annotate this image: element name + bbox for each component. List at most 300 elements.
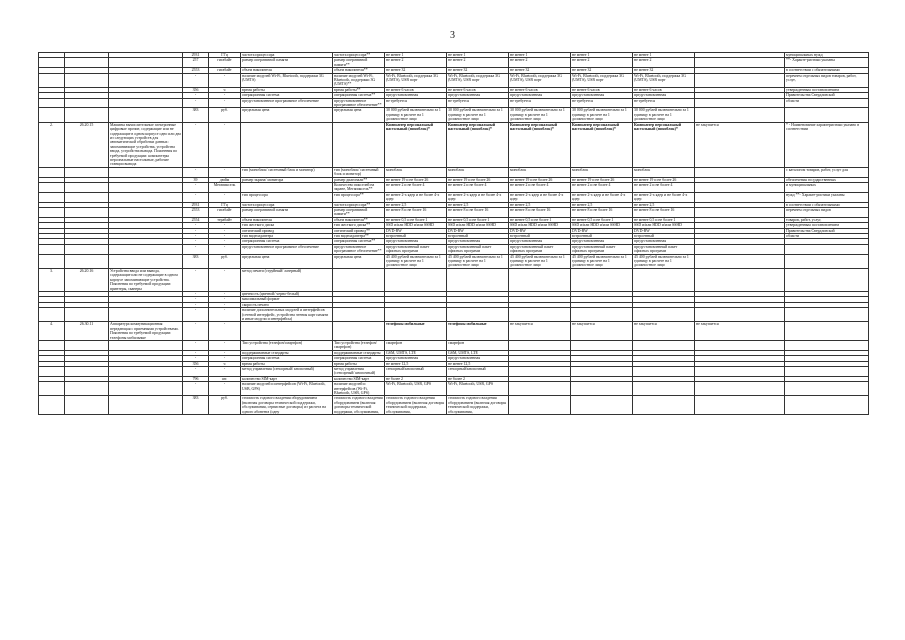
cell-value-group-3: не менее 32 (509, 68, 571, 73)
cell-note: товаров, работ, услуг, (785, 217, 869, 222)
cell-okei-code: 356 (183, 361, 209, 366)
cell-note: утвержденным постановлением (785, 87, 869, 92)
cell-characteristic: время работы (241, 361, 333, 366)
cell-value-group-1: стоимость годового владения оборудованием (включая договоры технической поддержки, обслуживания, (385, 396, 447, 415)
cell-number: 4. (39, 322, 65, 341)
cell-value-group-5: 30 000 рублей включительно за 1 единицу в расчете на 1 должностное лицо (633, 108, 695, 122)
cell-justification (695, 244, 785, 254)
cell-value-group-2: не менее 1 (447, 53, 509, 58)
cell-note (785, 396, 869, 415)
cell-characteristic: метод печати (струйный/ лазерный) (241, 268, 333, 291)
cell-value-group-5: SSD и/или HDD и/или SSHD (633, 223, 695, 228)
cell-justification (695, 73, 785, 87)
cell-value-group-5: Wi-Fi, Bluetooth, поддержка 3G (UMTS), USB порт (633, 73, 695, 87)
table-row (39, 308, 869, 322)
cell-okei-code: 2931 (183, 202, 209, 207)
cell-value-group-2 (447, 268, 509, 291)
cell-normative-characteristic: Количество пикселей на экране, Мегапиксель** (333, 182, 385, 192)
cell-value-group-1: не менее 6 часов (385, 87, 447, 92)
cell-okpd2-code (65, 182, 109, 192)
cell-okpd2-code (65, 244, 109, 254)
cell-okei-code: - (183, 268, 209, 291)
cell-unit: Мегапиксель (209, 182, 241, 192)
cell-justification: не закупается (695, 322, 785, 341)
cell-value-group-1: смартфон (385, 340, 447, 350)
cell-note: и муниципальных (785, 182, 869, 192)
cell-characteristic: наличие модулей и интерфейсов (Wi-Fi, Bluetooth, USB, GPS) (241, 382, 333, 396)
cell-value-group-2: GSM, UMTS, LTE (447, 350, 509, 355)
cell-normative-characteristic: частота процессора** (333, 202, 385, 207)
cell-value-group-2: предустановленный пакет офисных программ (447, 244, 509, 254)
table-row (39, 122, 869, 167)
cell-characteristic: тип видеоадаптера (241, 234, 333, 239)
cell-value-group-2: 45 400 рублей включительно за 1 единицу в расчете на 1 должностное лицо (447, 254, 509, 268)
cell-value-group-3: DVD-RW (509, 228, 571, 233)
table-row (39, 58, 869, 68)
cell-value-group-4: не менее 2 и не более 4 (571, 182, 633, 192)
cell-note (785, 322, 869, 341)
cell-value-group-2: стоимость годового владения оборудованием (включая договоры технической поддержки, обслуживания, (447, 396, 509, 415)
table-row (39, 268, 869, 291)
cell-value-group-5: не менее 19 и не более 26 (633, 177, 695, 182)
cell-item-name (109, 167, 183, 177)
cell-unit: - (209, 122, 241, 167)
cell-unit: гигабайт (209, 208, 241, 218)
cell-characteristic: размер оперативной памяти (241, 208, 333, 218)
cell-note: **- Характе-ристики указаны (785, 58, 869, 68)
cell-item-name: Устройства ввода или вывода, содержащие или не содержащие в одном корпусе запоминающие устройства. Пояснения по требуемой продукции: принтеры, сканеры (109, 268, 183, 291)
cell-normative-characteristic: предустановленное программное обеспечение** (333, 244, 385, 254)
cell-characteristic: размер экрана/ монитора (241, 177, 333, 182)
table-row (39, 254, 869, 268)
cell-value-group-4 (571, 396, 633, 415)
cell-okei-code: - (183, 350, 209, 355)
cell-value-group-4: моноблок (571, 167, 633, 177)
cell-value-group-1: 30 000 рублей включительно за 1 единицу в расчете на 1 должностное лицо (385, 108, 447, 122)
cell-characteristic: частота процессора (241, 53, 333, 58)
cell-value-group-3: предустановленная (509, 93, 571, 98)
cell-justification (695, 367, 785, 377)
cell-value-group-4: не менее 19 и не более 26 (571, 177, 633, 182)
cell-unit: - (209, 192, 241, 202)
cell-okei-code: 796 (183, 376, 209, 381)
cell-value-group-1: Wi-Fi, Bluetooth, USB, GPS (385, 382, 447, 396)
cell-value-group-2: не требуется (447, 98, 509, 108)
cell-item-name: Машины вычислительные электронные цифровые прочие, содержащие или не содержащие в одном корпусе одно или два из следующих устройств для автоматической обработки данных: запоминающие устройства, устройства ввода, устройства вывода. Пояснения по требуемой продукции: компьютеры персональные настольные, рабочие станции вывода (110, 122, 181, 167)
cell-okei-code: 2554 (183, 217, 209, 222)
cell-characteristic: количество SIM-карт (241, 376, 333, 381)
cell-number: 2. (39, 122, 65, 167)
cell-unit: - (209, 73, 241, 87)
cell-note: перечнем отдельных видов (785, 208, 869, 218)
cell-characteristic: объем накопителя (241, 68, 333, 73)
cell-value-group-3: встроенный (509, 234, 571, 239)
cell-value-group-3: 45 400 рублей включительно за 1 единицу в расчете на 1 должностное лицо (509, 254, 571, 268)
cell-note: области (785, 98, 869, 108)
cell-okei-code: 383 (183, 108, 209, 122)
cell-normative-characteristic: предустановленное программное обеспечение** (333, 98, 385, 108)
cell-value-group-4: предустановленный пакет офисных программ (571, 244, 633, 254)
cell-justification (695, 192, 785, 202)
cell-characteristic: цветность (цветной/ черно-белый) (241, 291, 333, 296)
cell-unit: ГГц (209, 53, 241, 58)
cell-unit: - (209, 382, 241, 396)
cell-value-group-2: не менее 2-х ядер и не более 4-х ядер (447, 192, 509, 202)
cell-note: обеспечения государственных (785, 177, 869, 182)
cell-unit: - (209, 234, 241, 239)
cell-value-group-5: предустановленная (633, 239, 695, 244)
cell-note: нужд **- Характе-ристики указаны (785, 192, 869, 202)
cell-value-group-1: 45 400 рублей включительно за 1 единицу в расчете на 1 должностное лицо (385, 254, 447, 268)
cell-number (39, 98, 65, 108)
cell-value-group-1: не более 2 (385, 376, 447, 381)
cell-value-group-5: не закупается (633, 322, 695, 341)
cell-value-group-5 (633, 396, 695, 415)
cell-value-group-1: не менее 2-х ядер и не более 4-х ядер (385, 192, 447, 202)
cell-okei-code: - (183, 367, 209, 377)
cell-number (39, 396, 65, 415)
table-row (39, 396, 869, 415)
cell-value-group-2: смартфон (447, 340, 509, 350)
cell-note: муниципальных нужд (785, 53, 869, 58)
cell-unit: - (209, 93, 241, 98)
cell-note: в соответствии с обязательными (785, 202, 869, 207)
cell-characteristic: время работы (241, 87, 333, 92)
cell-value-group-5: предустановленный пакет офисных программ (633, 244, 695, 254)
page-number: 3 (450, 30, 455, 41)
cell-value-group-4: встроенный (571, 234, 633, 239)
cell-value-group-1: Компьютер персональный настольный (моноблок)* (385, 122, 447, 167)
requirements-table (38, 52, 869, 415)
cell-note: с каталогом товаров, работ, услуг для (785, 167, 869, 177)
cell-value-group-5 (633, 367, 695, 377)
cell-value-group-1: предустановленная (385, 93, 447, 98)
cell-value-group-5: Компьютер персональный настольный (моноблок)* (633, 122, 695, 167)
cell-characteristic: метод управления (сенсорный/ кнопочный) (241, 367, 333, 377)
cell-okei-code: 257 (183, 58, 209, 68)
cell-value-group-2: не менее 12,5 (447, 361, 509, 366)
cell-value-group-2: Wi-Fi, Bluetooth, USB, GPS (447, 382, 509, 396)
cell-value-group-4: не менее 1 (571, 53, 633, 58)
cell-normative-characteristic: количество SIM-карт (333, 376, 385, 381)
cell-okei-code: - (183, 228, 209, 233)
cell-value-group-1: не менее 2 (385, 58, 447, 68)
cell-justification (695, 396, 785, 415)
cell-value-group-3: не менее 1 (509, 53, 571, 58)
cell-value-group-3: не менее 6 часов (509, 87, 571, 92)
cell-number (39, 244, 65, 254)
cell-justification (695, 340, 785, 350)
cell-characteristic: тип (моноблок/ системный блок и монитор) (241, 167, 333, 177)
cell-okpd2-code: 26.30.11 (65, 322, 109, 341)
cell-item-name (109, 308, 183, 322)
cell-value-group-5: не менее 2,5 (633, 202, 695, 207)
cell-value-group-3: не менее 2-х ядер и не более 4-х ядер (509, 192, 571, 202)
cell-note (785, 254, 869, 268)
cell-characteristic: частота процессора (241, 202, 333, 207)
cell-okei-code: - (183, 297, 209, 302)
cell-value-group-3: SSD и/или HDD и/или SSHD (509, 223, 571, 228)
cell-justification (695, 58, 785, 68)
cell-okpd2-code (65, 98, 109, 108)
cell-value-group-2: SSD и/или HDD и/или SSHD (447, 223, 509, 228)
cell-value-group-5: не менее 2 и не более 4 (633, 182, 695, 192)
cell-value-group-4: не менее 8 и не более 16 (571, 208, 633, 218)
cell-okpd2-code (65, 254, 109, 268)
cell-note (785, 382, 869, 396)
cell-value-group-3: не менее 0,5 и не более 1 (509, 217, 571, 222)
table-body (39, 53, 869, 415)
cell-normative-characteristic (333, 308, 385, 322)
cell-normative-characteristic (333, 322, 385, 341)
cell-value-group-2: не менее 6 часов (447, 87, 509, 92)
cell-value-group-5: не требуется (633, 98, 695, 108)
cell-value-group-4: не менее 2-х ядер и не более 4-х ядер (571, 192, 633, 202)
cell-okpd2-code: 26.20.16 (65, 268, 109, 291)
cell-unit: - (209, 239, 241, 244)
cell-value-group-3: не требуется (509, 98, 571, 108)
cell-normative-characteristic: тип (моноблок/ системный блок и монитор) (333, 167, 385, 177)
cell-item-name (109, 340, 183, 350)
cell-okpd2-code (65, 73, 109, 87)
cell-unit: ч (209, 87, 241, 92)
cell-value-group-3: не менее 2 (509, 58, 571, 68)
cell-value-group-5 (633, 268, 695, 291)
cell-value-group-1: не менее 12,5 (385, 361, 447, 366)
cell-okei-code: - (183, 322, 209, 341)
cell-characteristic: тип жесткого диска (241, 223, 333, 228)
cell-okei-code: - (183, 98, 209, 108)
cell-value-group-5: не менее 32 (633, 68, 695, 73)
cell-unit: руб. (209, 396, 241, 415)
cell-number (39, 208, 65, 218)
cell-value-group-4: не закупается (571, 322, 633, 341)
cell-unit: - (209, 228, 241, 233)
cell-value-group-2: не менее 2 (447, 58, 509, 68)
cell-okpd2-code: 26.20.15 (65, 122, 109, 167)
cell-value-group-2: предустановленная (447, 93, 509, 98)
cell-value-group-3: предустановленный пакет офисных программ (509, 244, 571, 254)
cell-value-group-5 (633, 308, 695, 322)
table-row (39, 340, 869, 350)
cell-item-name (109, 396, 183, 415)
cell-characteristic: Тип устройства (телефон/смартфон) (241, 340, 333, 350)
cell-value-group-4 (571, 367, 633, 377)
cell-value-group-3: 30 000 рублей включительно за 1 единицу в расчете на 1 должностное лицо (509, 108, 571, 122)
cell-value-group-1: не менее 0,5 и не более 1 (385, 217, 447, 222)
cell-okei-code: - (183, 73, 209, 87)
cell-okei-code: - (183, 244, 209, 254)
cell-value-group-1: предустановленный пакет офисных программ (385, 244, 447, 254)
cell-value-group-3: Компьютер персональный настольный (моноблок)* (509, 122, 571, 167)
cell-value-group-1: встроенный (385, 234, 447, 239)
cell-unit: ГГц (209, 202, 241, 207)
cell-value-group-1: SSD и/или HDD и/или SSHD (385, 223, 447, 228)
cell-unit: - (209, 223, 241, 228)
table-row (39, 382, 869, 396)
cell-value-group-3 (509, 308, 571, 322)
cell-note: * - Наименование характеристики указано в соответствии (785, 122, 869, 167)
cell-value-group-2: не менее 2,5 (447, 202, 509, 207)
cell-normative-characteristic: поддерживаемые стандарты (333, 350, 385, 355)
cell-characteristic: наличие дополнительных модулей и интерфейсов (сетевой интерфейс, устройства чтения карт памяти и иные модули и интерфейсы) (241, 308, 333, 322)
cell-normative-characteristic (333, 122, 385, 167)
cell-value-group-4: не менее 0,5 и не более 1 (571, 217, 633, 222)
cell-value-group-5: не менее 2 (633, 58, 695, 68)
cell-item-name (109, 98, 183, 108)
cell-value-group-2: предустановленная (447, 239, 509, 244)
cell-characteristic (241, 122, 333, 167)
cell-number (39, 73, 65, 87)
cell-unit: - (209, 98, 241, 108)
cell-value-group-4: 45 400 рублей включительно за 1 единицу в расчете на 1 должностное лицо (571, 254, 633, 268)
cell-value-group-1: не менее 1 (385, 53, 447, 58)
cell-item-name (109, 73, 183, 87)
cell-number (39, 167, 65, 177)
cell-unit: - (209, 268, 241, 291)
cell-normative-characteristic: наличие модулей Wi-Fi, Bluetooth, поддержки 3G (UMTS)** (333, 73, 385, 87)
cell-justification: не закупается (695, 122, 785, 167)
cell-value-group-5 (633, 382, 695, 396)
cell-characteristic: наличие модулей Wi-Fi, Bluetooth, поддержки 3G (UMTS) (241, 73, 333, 87)
table-row (39, 73, 869, 87)
cell-note: утвержденным постановлением (785, 223, 869, 228)
cell-normative-characteristic: тип видеоадаптера** (333, 234, 385, 239)
cell-okpd2-code (65, 340, 109, 350)
cell-value-group-1: не требуется (385, 98, 447, 108)
cell-value-group-2: не менее 8 и не более 16 (447, 208, 509, 218)
table-row (39, 182, 869, 192)
cell-value-group-2: встроенный (447, 234, 509, 239)
cell-characteristic: предустановленное программное обеспечение (241, 98, 333, 108)
cell-value-group-1: предустановленная (385, 239, 447, 244)
cell-value-group-4: не менее 2,5 (571, 202, 633, 207)
cell-normative-characteristic: размер оперативной памяти** (333, 58, 385, 68)
cell-value-group-5: не менее 6 часов (633, 87, 695, 92)
cell-note: Правительства Свердловской (785, 228, 869, 233)
cell-note (785, 367, 869, 377)
table-row (39, 244, 869, 254)
cell-unit: - (209, 167, 241, 177)
cell-unit: терабайт (209, 217, 241, 222)
cell-value-group-3 (509, 268, 571, 291)
cell-number (39, 182, 65, 192)
cell-value-group-4 (571, 340, 633, 350)
cell-value-group-2: не менее 0,5 и не более 1 (447, 217, 509, 222)
cell-value-group-2: не менее 2 и не более 4 (447, 182, 509, 192)
cell-value-group-3: Wi-Fi, Bluetooth, поддержка 3G (UMTS), USB порт (509, 73, 571, 87)
cell-justification (695, 182, 785, 192)
cell-value-group-5: не менее 1 (633, 53, 695, 58)
cell-item-name (109, 254, 183, 268)
cell-okei-code: - (183, 167, 209, 177)
cell-value-group-4: не менее 32 (571, 68, 633, 73)
cell-value-group-2: DVD-RW (447, 228, 509, 233)
cell-value-group-4: SSD и/или HDD и/или SSHD (571, 223, 633, 228)
cell-unit: гигабайт (209, 68, 241, 73)
cell-characteristic: скорость печати (241, 302, 333, 307)
cell-unit: - (209, 367, 241, 377)
cell-unit: руб. (209, 254, 241, 268)
cell-unit: гигабайт (209, 58, 241, 68)
cell-okei-code: - (183, 356, 209, 361)
cell-item-name: Аппаратура коммуникационная передающая с приемными устройствами. Пояснения по требуемой продукции: телефоны мобильные (109, 322, 183, 341)
cell-value-group-1: GSM, UMTS, LTE (385, 350, 447, 355)
cell-value-group-2: Wi-Fi, Bluetooth, поддержка 3G (UMTS), USB порт (447, 73, 509, 87)
cell-number: 3. (39, 268, 65, 291)
cell-normative-characteristic: тип жесткого диска** (333, 223, 385, 228)
cell-value-group-3 (509, 340, 571, 350)
cell-unit: - (209, 350, 241, 355)
cell-number (39, 108, 65, 122)
cell-characteristic (241, 322, 333, 341)
cell-normative-characteristic: операционная система** (333, 93, 385, 98)
cell-okei-code: 39 (183, 177, 209, 182)
cell-okei-code: 356 (183, 87, 209, 92)
cell-value-group-1: не менее 2 и не более 4 (385, 182, 447, 192)
cell-value-group-4: Wi-Fi, Bluetooth, поддержка 3G (UMTS), USB порт (571, 73, 633, 87)
cell-unit: шт. (209, 376, 241, 381)
cell-normative-characteristic: оптический привод** (333, 228, 385, 233)
cell-value-group-5: не менее 8 и не более 16 (633, 208, 695, 218)
cell-okpd2-code (65, 382, 109, 396)
cell-normative-characteristic: объем накопителя** (333, 68, 385, 73)
cell-okei-code: 2931 (183, 53, 209, 58)
cell-justification (695, 167, 785, 177)
cell-okpd2-code (65, 396, 109, 415)
cell-normative-characteristic: операционная система (333, 356, 385, 361)
cell-unit: - (209, 291, 241, 296)
cell-note: в соответствии с обязательными (785, 68, 869, 73)
cell-okpd2-code (65, 108, 109, 122)
cell-normative-characteristic: частота процессора** (333, 53, 385, 58)
cell-normative-characteristic: предельная цена (333, 108, 385, 122)
cell-unit: руб. (209, 108, 241, 122)
cell-unit: - (209, 308, 241, 322)
cell-value-group-1: не менее 19 и не более 26 (385, 177, 447, 182)
cell-value-group-2: Компьютер персональный настольный (моноблок)* (447, 122, 509, 167)
table-row (39, 192, 869, 202)
cell-number (39, 340, 65, 350)
cell-value-group-4 (571, 268, 633, 291)
cell-normative-characteristic: Тип устройства (телефон/смартфон) (333, 340, 385, 350)
cell-number (39, 58, 65, 68)
cell-justification (695, 254, 785, 268)
cell-normative-characteristic: операционная система** (333, 239, 385, 244)
cell-characteristic: операционная система (241, 239, 333, 244)
cell-okei-code: - (183, 340, 209, 350)
cell-value-group-1: не менее 2,5 (385, 202, 447, 207)
cell-value-group-2: не менее 19 и не более 26 (447, 177, 509, 182)
cell-normative-characteristic: время работы (333, 361, 385, 366)
cell-value-group-1: не менее 32 (385, 68, 447, 73)
cell-note: перечнем отдельных видов товаров, работ, услуг, (785, 73, 869, 87)
cell-characteristic: размер оперативной памяти (241, 58, 333, 68)
cell-value-group-3: не закупается (509, 322, 571, 341)
cell-okei-code: - (183, 223, 209, 228)
cell-okpd2-code (65, 58, 109, 68)
cell-okei-code: - (183, 291, 209, 296)
cell-unit: - (209, 340, 241, 350)
cell-value-group-1: Wi-Fi, Bluetooth, поддержка 3G (UMTS), USB порт (385, 73, 447, 87)
cell-okei-code: - (183, 302, 209, 307)
cell-item-name (109, 382, 183, 396)
cell-okei-code: - (183, 93, 209, 98)
cell-note: Правительства Свердловской (785, 93, 869, 98)
cell-characteristic: предустановленное программное обеспечение (241, 244, 333, 254)
cell-note: области (785, 234, 869, 239)
cell-item-name (109, 108, 183, 122)
